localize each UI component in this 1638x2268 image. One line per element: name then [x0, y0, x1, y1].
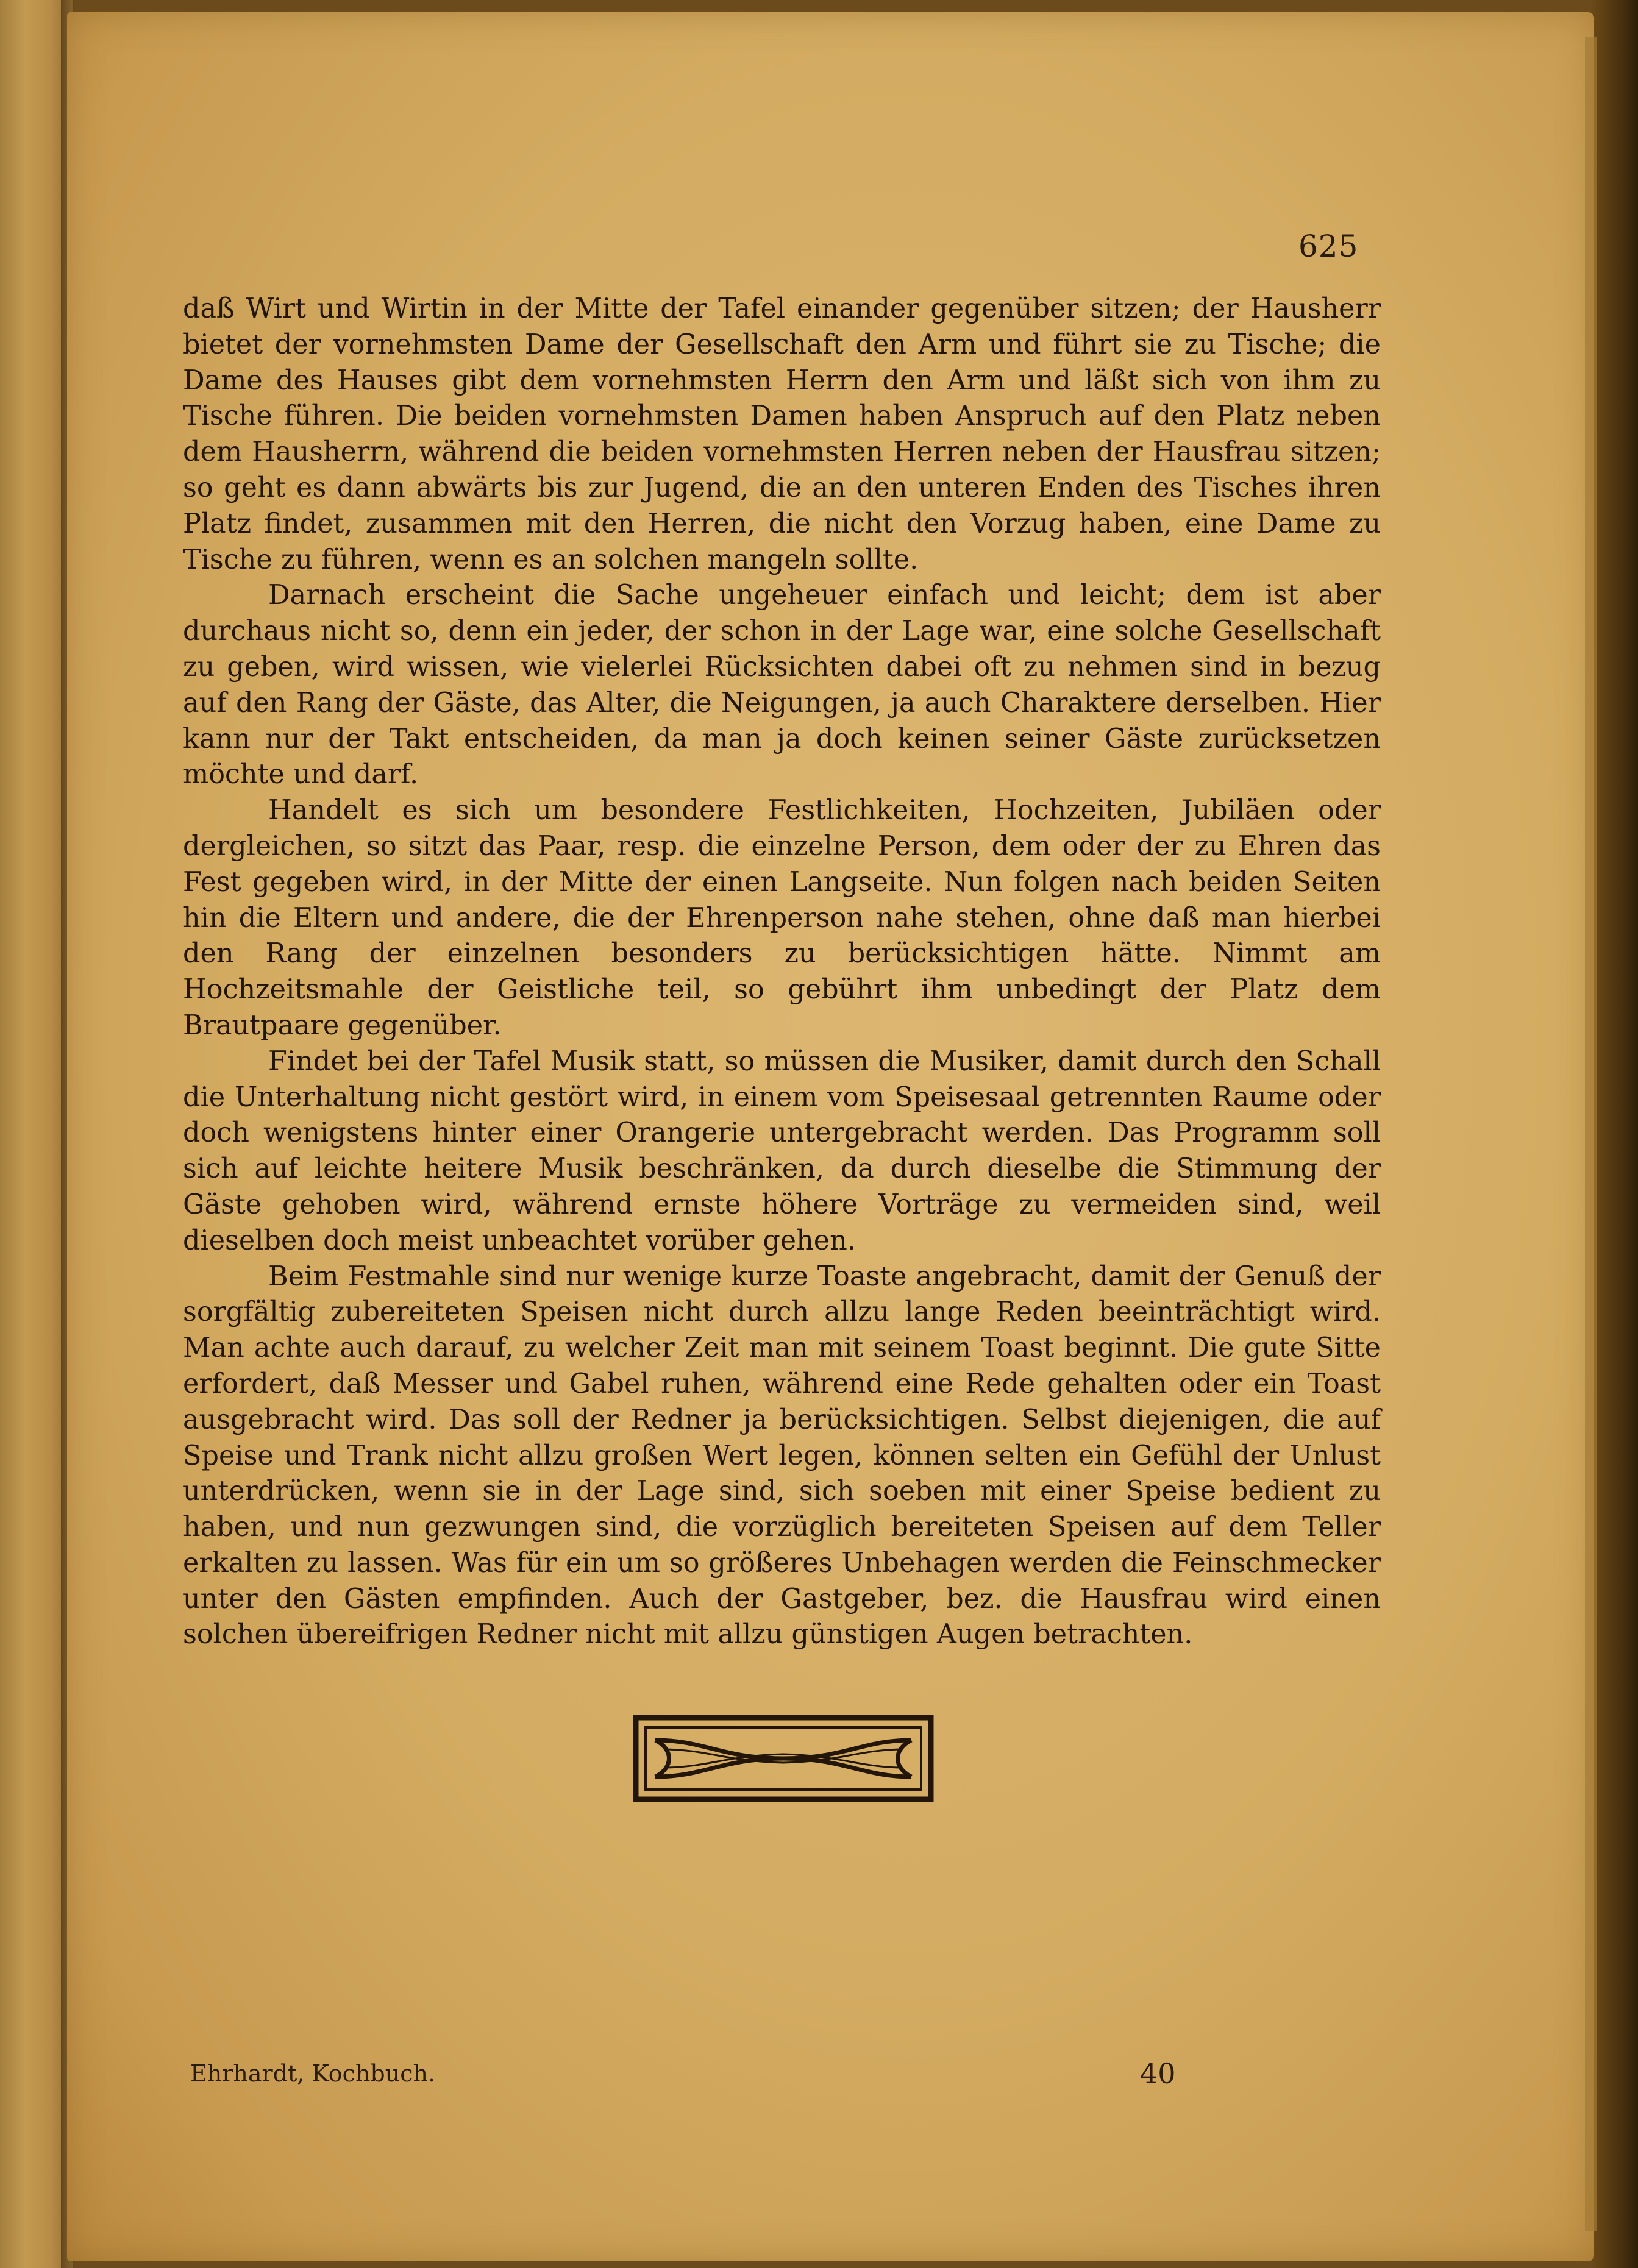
paragraph-5: Beim Festmahle sind nur wenige kurze Toaste angebracht, damit der Genuß der sorgfältig zubereiteten Speisen nicht durch allzu lange Reden beeinträchtigt wird. Man achte auch darauf, zu welcher Zeit man mit seinem Toast beginnt. Die gute Sitte erfordert, daß Messer und Gabel ruhen, während eine Rede gehalten oder ein Toast ausgebracht wird. Das soll der Redner ja berücksichtigen. Selbst diejenigen, die auf Speise und Trank nicht allzu großen Wert legen, können selten ein Gefühl der Unlust unterdrücken, wenn sie in der Lage sind, sich soeben mit einer Speise bedient zu haben, und nun gezwungen sind, die vorzüglich bereiteten Speisen auf dem Teller erkalten zu lassen. Was für ein um so größeres Unbehagen werden die Feinschmecker unter den Gästen empfinden. Auch der Gastgeber, bez. die Hausfrau wird einen solchen übereifrigen Redner nicht mit allzu günstigen Augen betrachten. — [183, 1260, 1381, 1651]
signature-mark: 40 — [1140, 2057, 1176, 2090]
paragraph-4: Findet bei der Tafel Musik statt, so müssen die Musiker, damit durch den Schall die Unterhaltung nicht gestört wird, in einem vom Speisesaal getrennten Raume oder doch wenigstens hinter einer Orangerie untergebracht werden. Das Programm soll sich auf leichte heitere Musik beschränken, da durch dieselbe die Stimmung der Gäste gehoben wird, während ernste höhere Vorträge zu vermeiden sind, weil dieselben doch meist unbeachtet vorüber gehen. — [183, 1045, 1381, 1256]
paragraph-1: daß Wirt und Wirtin in der Mitte der Tafel einander gegenüber sitzen; der Hausherr bietet der vornehmsten Dame der Gesellschaft den Arm und führt sie zu Tische; die Dame des Hauses gibt dem vornehmsten Herrn den Arm und läßt sich von ihm zu Tische führen. Die beiden vornehmsten Damen haben Anspruch auf den Platz neben dem Hausherrn, während die beiden vornehmsten Herren neben der Hausfrau sitzen; so geht es dann abwärts bis zur Jugend, die an den unteren Enden des Tisches ihren Platz findet, zusammen mit den Herren, die nicht den Vorzug haben, eine Dame zu Tische zu führen, wenn es an solchen mangeln sollte. — [183, 293, 1381, 575]
page-number: 625 — [1298, 229, 1359, 264]
footer-author-title: Ehrhardt, Kochbuch. — [190, 2060, 436, 2087]
body-text — [183, 291, 1381, 1653]
paragraph-2: Darnach erscheint die Sache ungeheuer einfach und leicht; dem ist aber durchaus nicht so, denn ein jeder, der schon in der Lage war, eine solche Gesellschaft zu geben, wird wissen, wie vielerlei Rücksichten dabei oft zu nehmen sind in bezug auf den Rang der Gäste, das Alter, die Neigungen, ja auch Charaktere derselben. Hier kann nur der Takt entscheiden, da man ja doch keinen seiner Gäste zurücksetzen möchte und darf. — [183, 580, 1381, 791]
paragraph-3: Handelt es sich um besondere Festlichkeiten, Hochzeiten, Jubiläen oder dergleichen, so sitzt das Paar, resp. die einzelne Person, dem oder der zu Ehren das Fest gegeben wird, in der Mitte der einen Langseite. Nun folgen nach beiden Seiten hin die Eltern und andere, die der Ehrenperson nahe stehen, ohne daß man hierbei den Rang der einzelnen besonders zu berücksichtigen hätte. Nimmt am Hochzeitsmahle der Geistliche teil, so gebührt ihm unbedingt der Platz dem Brautpaare gegenüber. — [183, 795, 1381, 1041]
decorative-vignette-icon — [631, 1713, 936, 1804]
page-edge-strip — [1585, 37, 1597, 2231]
binding-edge — [1592, 0, 1638, 2268]
